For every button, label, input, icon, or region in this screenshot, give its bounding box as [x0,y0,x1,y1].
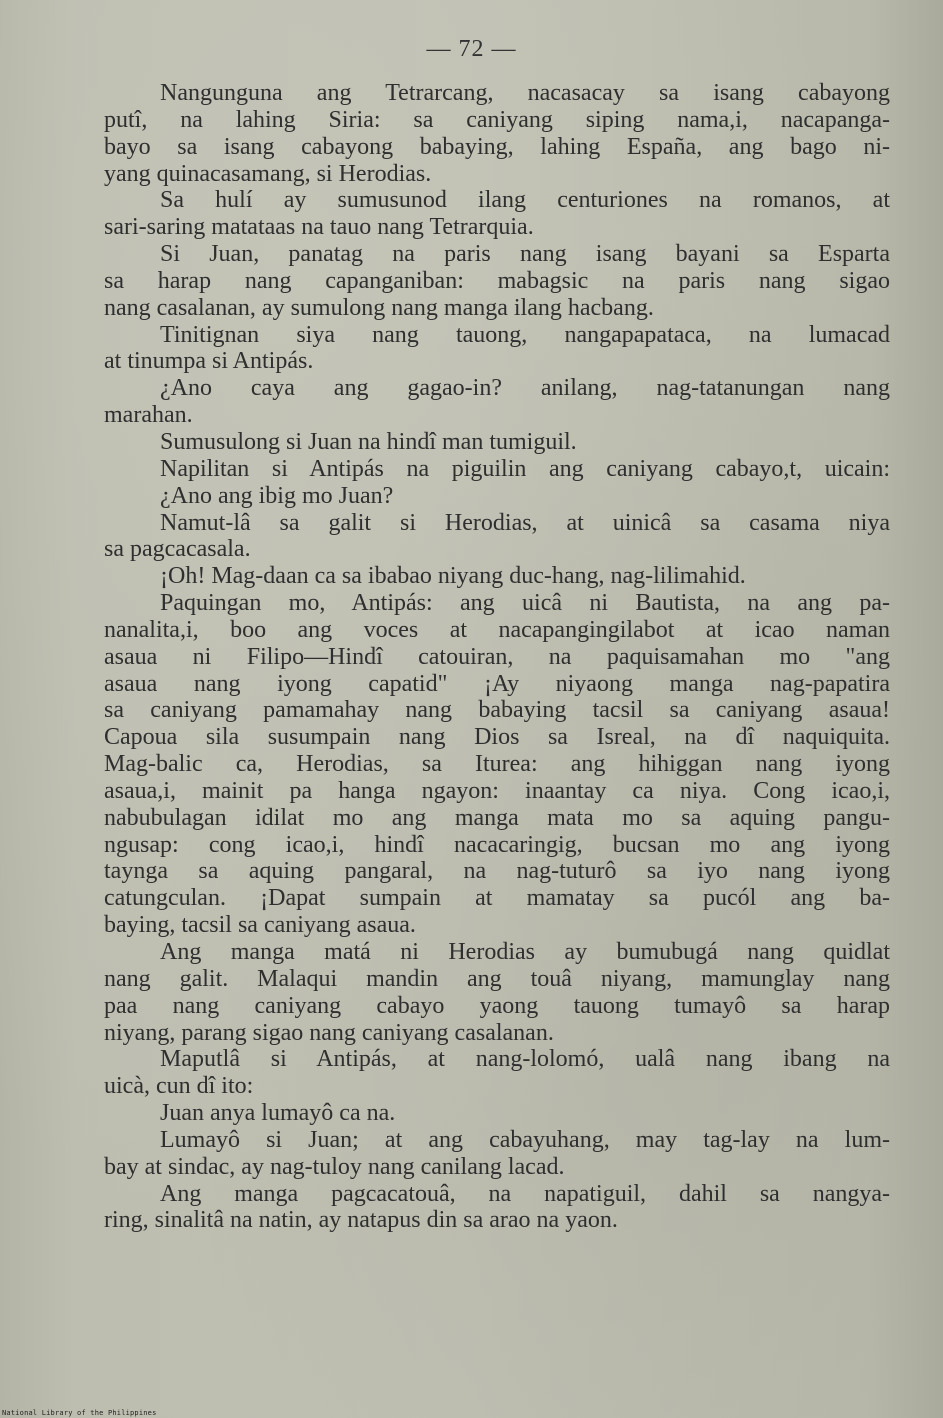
text-line: sari-saring matataas na tauo nang Tetrarquia. [104,214,534,241]
text-line: asaua ni Filipo—Hindî catouiran, na paquisamahan mo "ang [104,643,890,670]
text-line: Nangunguna ang Tetrarcang, nacasacay sa isang cabayong [160,80,890,106]
text-line: Paquingan mo, Antipás: ang uicâ ni Bautista, na ang pa- [160,590,890,617]
text-line: yang quinacasamang, si Herodias. [104,160,432,187]
text-line: nabubulagan idilat mo ang manga mata mo sa aquing pangu- [104,804,890,831]
text-line: nang casalanan, ay sumulong nang manga ilang hacbang. [104,294,654,321]
text-line: sa caniyang pamamahay nang babaying tacsil sa caniyang asaua! [104,697,890,724]
text-line: ¿Ano caya ang gagao-in? anilang, nag-tatanungan nang [160,375,890,402]
page-number: — 72 — [426,36,517,62]
text-line: Capoua sila susumpain nang Dios sa Isreal, na dî naquiquita. [104,724,890,751]
body-text [104,80,890,1234]
text-line: baying, tacsil sa caniyang asaua. [104,912,416,939]
text-line: catungculan. ¡Dapat sumpain at mamatay sa pucól ang ba- [104,885,890,912]
text-line: Namut-lâ sa galit si Herodias, at uinicâ sa casama niya [160,509,890,536]
text-line: asaua,i, mainit pa hanga ngayon: inaantay ca niya. Cong icao,i, [104,777,890,804]
text-line: at tinumpa si Antipás. [104,348,314,375]
text-line: bay at sindac, ay nag-tuloy nang canilang lacad. [104,1153,565,1180]
text-line: Tinitignan siya nang tauong, nangapapataca, na lumacad [160,321,890,348]
text-line: ¿Ano ang ibig mo Juan? [160,482,394,509]
text-line: asaua nang iyong capatid" ¡Ay niyaong manga nag-papatira [104,670,890,697]
text-line: bayo sa isang cabayong babaying, lahing España, ang bago ni- [104,133,890,160]
text-line: Si Juan, panatag na paris nang isang bayani sa Esparta [160,241,890,268]
text-line: sa pagcacasala. [104,536,251,563]
text-line: Ang manga matá ni Herodias ay bumubugá nang quidlat [160,939,890,965]
text-line: Mag-balic ca, Herodias, sa Iturea: ang hihiggan nang iyong [104,751,890,778]
text-line: ngusap: cong icao,i, hindî nacacaringig, bucsan mo ang iyong [104,831,890,858]
text-line: uicà, cun dî ito: [104,1073,254,1100]
text-line: Juan anya lumayô ca na. [160,1100,396,1127]
library-credit: National Library of the Philippines [2,1409,157,1417]
text-line: Napilitan si Antipás na piguilin ang caniyang cabayo,t, uicain: [160,455,890,482]
text-line: niyang, parang sigao nang caniyang casalanan. [104,1019,554,1046]
text-line: Sa hulí ay sumusunod ilang centuriones na romanos, at [160,187,890,214]
text-line: Sumusulong si Juan na hindî man tumiguil. [160,428,577,455]
text-line: sa harap nang capanganiban: mabagsic na paris nang sigao [104,267,890,294]
text-line: nanalita,i, boo ang voces at nacapangingilabot at icao naman [104,616,890,643]
text-line: putî, na lahing Siria: sa caniyang siping nama,i, nacapanga- [104,106,890,133]
text-line: ring, sinalitâ na natin, ay natapus din sa arao na yaon. [104,1207,618,1234]
text-line: Maputlâ si Antipás, at nang-lolomó, ualâ nang ibang na [160,1046,890,1073]
text-line: marahan. [104,402,193,429]
text-line: taynga sa aquing pangaral, na nag-tuturô sa iyo nang iyong [104,858,890,885]
text-line: Ang manga pagcacatouâ, na napatiguil, dahil sa nangya- [160,1180,890,1207]
text-line: ¡Oh! Mag-daan ca sa ibabao niyang duc-hang, nag-lilimahid. [160,563,746,590]
text-line: nang galit. Malaqui mandin ang touâ niyang, mamunglay nang [104,965,890,992]
text-line: paa nang caniyang cabayo yaong tauong tumayô sa harap [104,992,890,1019]
text-line: Lumayô si Juan; at ang cabayuhang, may tag-lay na lum- [160,1126,890,1153]
